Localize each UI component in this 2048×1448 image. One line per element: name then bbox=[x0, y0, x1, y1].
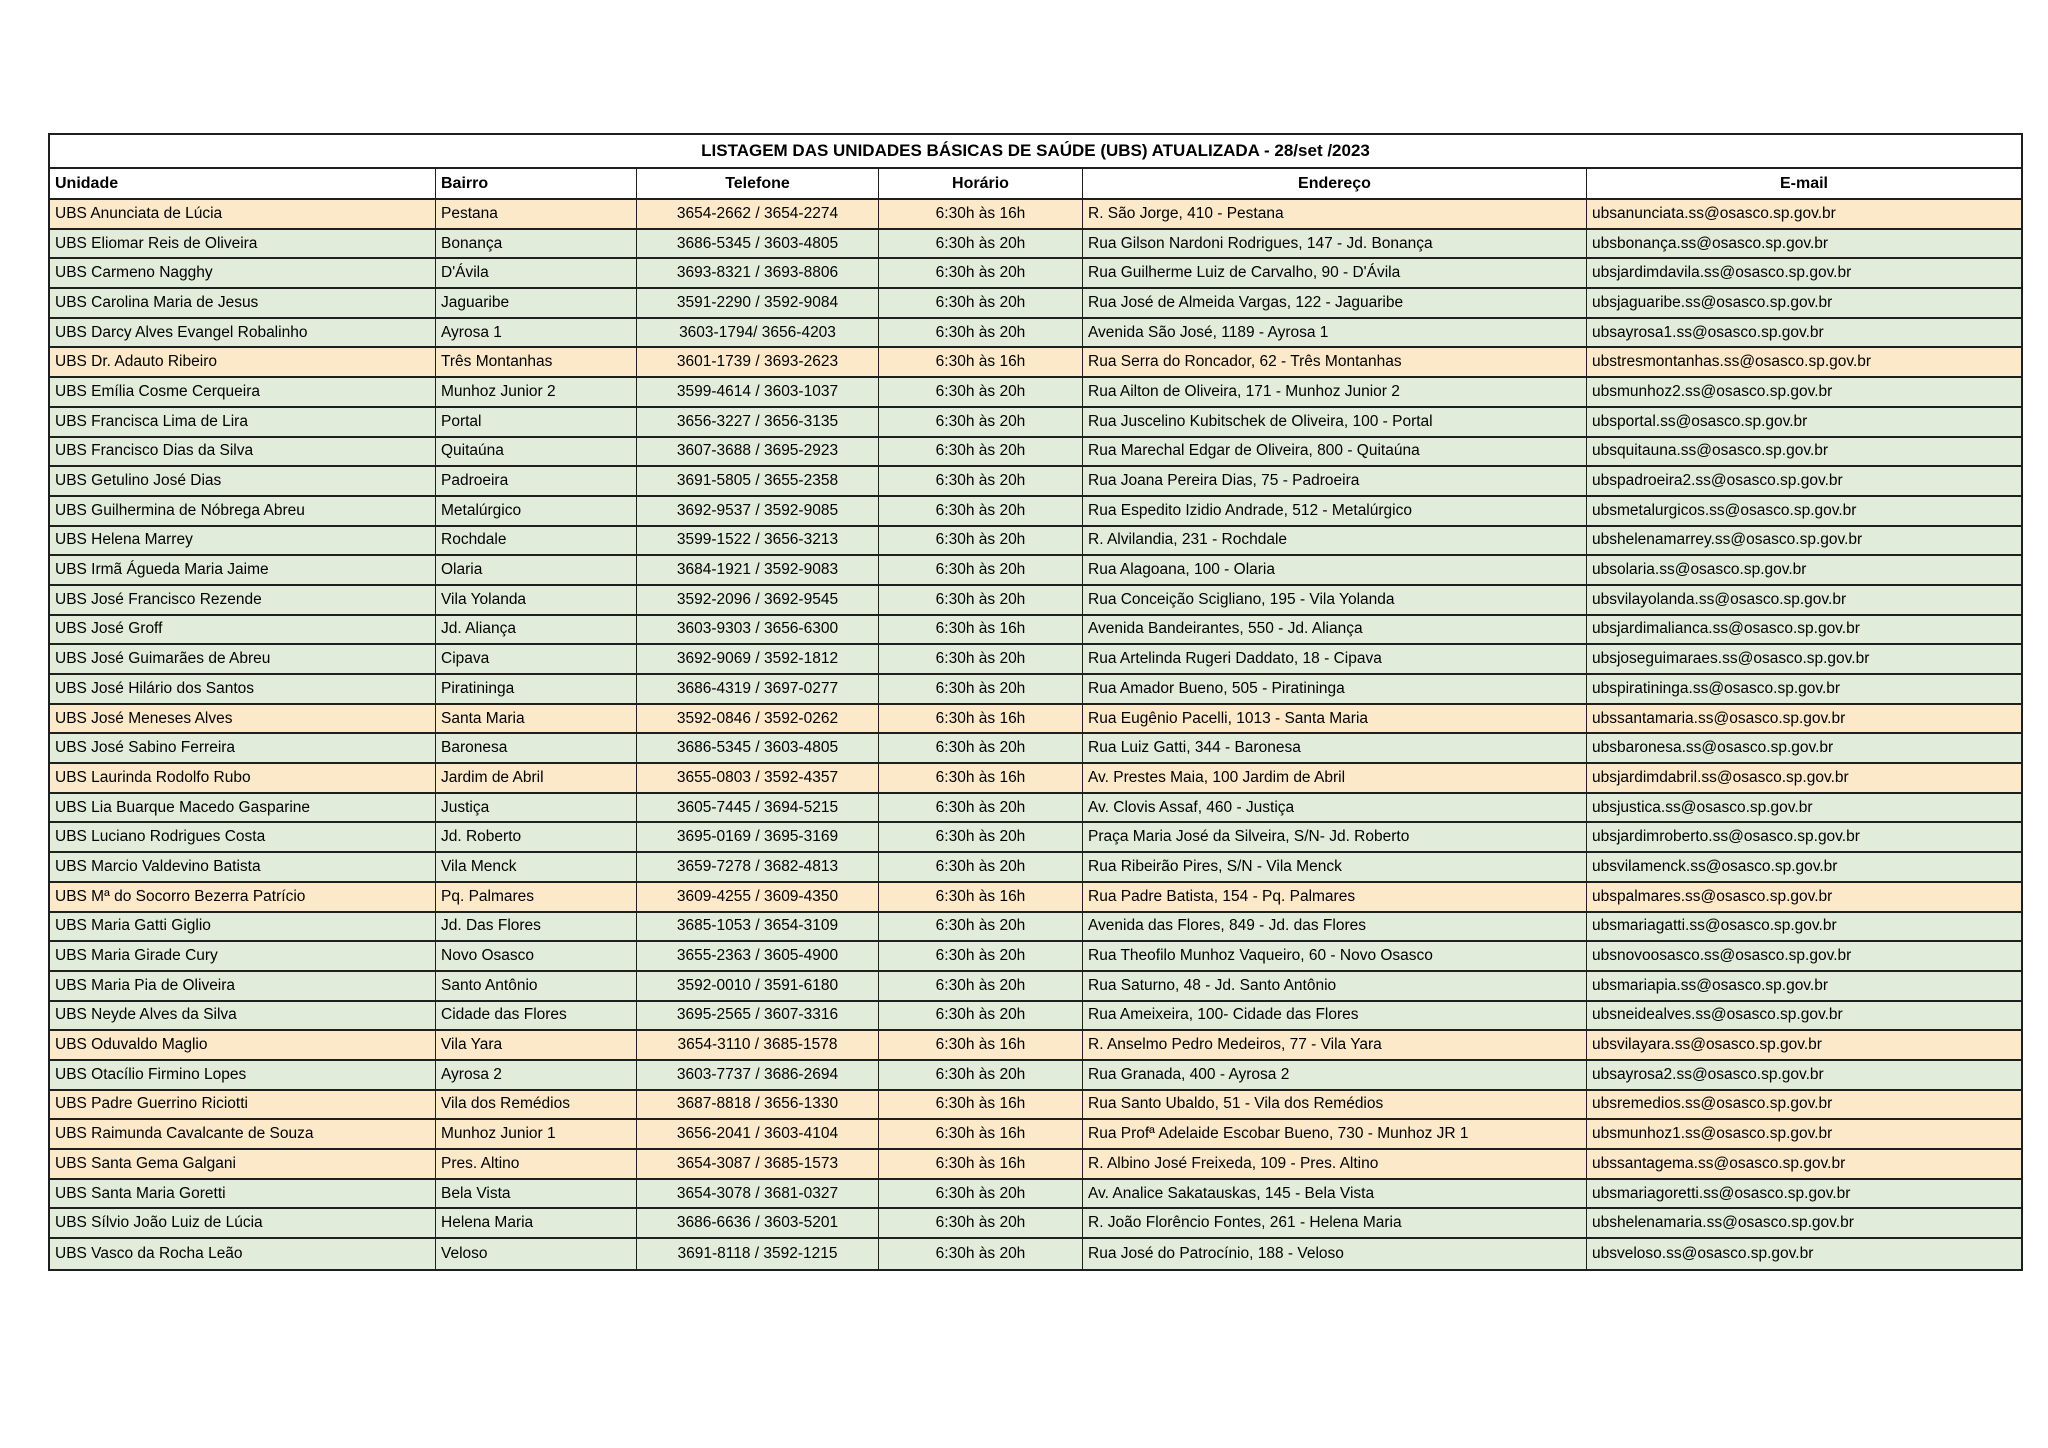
cell-email: ubshelenamaria.ss@osasco.sp.gov.br bbox=[1587, 1209, 2021, 1237]
cell-email: ubsvilayolanda.ss@osasco.sp.gov.br bbox=[1587, 586, 2021, 614]
table-row bbox=[50, 1180, 2021, 1210]
cell-telefone: 3684-1921 / 3592-9083 bbox=[637, 556, 879, 584]
cell-email: ubsjardimdabril.ss@osasco.sp.gov.br bbox=[1587, 764, 2021, 792]
cell-horario: 6:30h às 16h bbox=[879, 1091, 1083, 1119]
cell-bairro: Helena Maria bbox=[436, 1209, 637, 1237]
cell-email: ubsveloso.ss@osasco.sp.gov.br bbox=[1587, 1239, 2021, 1269]
cell-telefone: 3691-5805 / 3655-2358 bbox=[637, 467, 879, 495]
cell-horario: 6:30h às 20h bbox=[879, 823, 1083, 851]
cell-horario: 6:30h às 20h bbox=[879, 467, 1083, 495]
cell-endereco: Av. Analice Sakatauskas, 145 - Bela Vista bbox=[1083, 1180, 1587, 1208]
cell-bairro: Bonança bbox=[436, 230, 637, 258]
table-row bbox=[50, 1031, 2021, 1061]
cell-endereco: Rua José de Almeida Vargas, 122 - Jaguaribe bbox=[1083, 289, 1587, 317]
cell-horario: 6:30h às 20h bbox=[879, 586, 1083, 614]
cell-unidade: UBS José Francisco Rezende bbox=[50, 586, 436, 614]
cell-bairro: Jd. Aliança bbox=[436, 616, 637, 644]
cell-telefone: 3686-5345 / 3603-4805 bbox=[637, 734, 879, 762]
cell-bairro: Ayrosa 1 bbox=[436, 319, 637, 347]
cell-email: ubsjardimalianca.ss@osasco.sp.gov.br bbox=[1587, 616, 2021, 644]
cell-horario: 6:30h às 16h bbox=[879, 1150, 1083, 1178]
table-row bbox=[50, 527, 2021, 557]
cell-horario: 6:30h às 20h bbox=[879, 913, 1083, 941]
cell-unidade: UBS Dr. Adauto Ribeiro bbox=[50, 348, 436, 376]
cell-email: ubshelenamarrey.ss@osasco.sp.gov.br bbox=[1587, 527, 2021, 555]
cell-email: ubsneidealves.ss@osasco.sp.gov.br bbox=[1587, 1002, 2021, 1030]
cell-bairro: Jd. Das Flores bbox=[436, 913, 637, 941]
cell-endereco: Rua Ameixeira, 100- Cidade das Flores bbox=[1083, 1002, 1587, 1030]
cell-horario: 6:30h às 20h bbox=[879, 527, 1083, 555]
table-row bbox=[50, 883, 2021, 913]
cell-horario: 6:30h às 16h bbox=[879, 764, 1083, 792]
cell-telefone: 3654-2662 / 3654-2274 bbox=[637, 200, 879, 228]
cell-bairro: Olaria bbox=[436, 556, 637, 584]
cell-unidade: UBS Neyde Alves da Silva bbox=[50, 1002, 436, 1030]
cell-bairro: Vila dos Remédios bbox=[436, 1091, 637, 1119]
table-row bbox=[50, 972, 2021, 1002]
cell-telefone: 3695-2565 / 3607-3316 bbox=[637, 1002, 879, 1030]
cell-telefone: 3655-0803 / 3592-4357 bbox=[637, 764, 879, 792]
cell-bairro: Santa Maria bbox=[436, 705, 637, 733]
cell-telefone: 3603-7737 / 3686-2694 bbox=[637, 1061, 879, 1089]
cell-endereco: Rua Guilherme Luiz de Carvalho, 90 - D'Ávila bbox=[1083, 259, 1587, 287]
cell-email: ubsmariapia.ss@osasco.sp.gov.br bbox=[1587, 972, 2021, 1000]
cell-endereco: Rua Profª Adelaide Escobar Bueno, 730 - Munhoz JR 1 bbox=[1083, 1120, 1587, 1148]
cell-unidade: UBS Francisco Dias da Silva bbox=[50, 438, 436, 466]
cell-telefone: 3686-6636 / 3603-5201 bbox=[637, 1209, 879, 1237]
cell-endereco: Avenida das Flores, 849 - Jd. das Flores bbox=[1083, 913, 1587, 941]
cell-endereco: Rua Eugênio Pacelli, 1013 - Santa Maria bbox=[1083, 705, 1587, 733]
cell-endereco: Avenida Bandeirantes, 550 - Jd. Aliança bbox=[1083, 616, 1587, 644]
cell-unidade: UBS Oduvaldo Maglio bbox=[50, 1031, 436, 1059]
cell-telefone: 3599-4614 / 3603-1037 bbox=[637, 378, 879, 406]
cell-email: ubsvilamenck.ss@osasco.sp.gov.br bbox=[1587, 853, 2021, 881]
cell-email: ubsolaria.ss@osasco.sp.gov.br bbox=[1587, 556, 2021, 584]
cell-email: ubsjoseguimaraes.ss@osasco.sp.gov.br bbox=[1587, 645, 2021, 673]
cell-horario: 6:30h às 20h bbox=[879, 853, 1083, 881]
table-row bbox=[50, 467, 2021, 497]
cell-email: ubsbaronesa.ss@osasco.sp.gov.br bbox=[1587, 734, 2021, 762]
cell-email: ubsanunciata.ss@osasco.sp.gov.br bbox=[1587, 200, 2021, 228]
cell-horario: 6:30h às 20h bbox=[879, 1002, 1083, 1030]
header-cell-telefone: Telefone bbox=[637, 169, 879, 198]
cell-telefone: 3599-1522 / 3656-3213 bbox=[637, 527, 879, 555]
table-title: LISTAGEM DAS UNIDADES BÁSICAS DE SAÚDE (UBS) ATUALIZADA - 28/set /2023 bbox=[50, 135, 2021, 169]
cell-horario: 6:30h às 20h bbox=[879, 378, 1083, 406]
cell-telefone: 3591-2290 / 3592-9084 bbox=[637, 289, 879, 317]
cell-unidade: UBS Emília Cosme Cerqueira bbox=[50, 378, 436, 406]
cell-email: ubsportal.ss@osasco.sp.gov.br bbox=[1587, 408, 2021, 436]
cell-bairro: Quitaúna bbox=[436, 438, 637, 466]
cell-endereco: R. São Jorge, 410 - Pestana bbox=[1083, 200, 1587, 228]
cell-telefone: 3695-0169 / 3695-3169 bbox=[637, 823, 879, 851]
header-cell-bairro: Bairro bbox=[436, 169, 637, 198]
cell-email: ubsnovoosasco.ss@osasco.sp.gov.br bbox=[1587, 942, 2021, 970]
table-row bbox=[50, 408, 2021, 438]
cell-bairro: Ayrosa 2 bbox=[436, 1061, 637, 1089]
cell-unidade: UBS Maria Girade Cury bbox=[50, 942, 436, 970]
cell-horario: 6:30h às 20h bbox=[879, 556, 1083, 584]
cell-unidade: UBS Francisca Lima de Lira bbox=[50, 408, 436, 436]
cell-telefone: 3654-3110 / 3685-1578 bbox=[637, 1031, 879, 1059]
header-cell-endereco: Endereço bbox=[1083, 169, 1587, 198]
cell-email: ubspadroeira2.ss@osasco.sp.gov.br bbox=[1587, 467, 2021, 495]
cell-telefone: 3603-1794/ 3656-4203 bbox=[637, 319, 879, 347]
cell-endereco: Rua Padre Batista, 154 - Pq. Palmares bbox=[1083, 883, 1587, 911]
table-row bbox=[50, 794, 2021, 824]
table-row bbox=[50, 734, 2021, 764]
cell-bairro: Pres. Altino bbox=[436, 1150, 637, 1178]
cell-bairro: Baronesa bbox=[436, 734, 637, 762]
cell-horario: 6:30h às 16h bbox=[879, 200, 1083, 228]
table-row bbox=[50, 378, 2021, 408]
cell-bairro: Metalúrgico bbox=[436, 497, 637, 525]
cell-horario: 6:30h às 20h bbox=[879, 497, 1083, 525]
cell-endereco: Rua Theofilo Munhoz Vaqueiro, 60 - Novo Osasco bbox=[1083, 942, 1587, 970]
cell-horario: 6:30h às 20h bbox=[879, 1180, 1083, 1208]
cell-email: ubstresmontanhas.ss@osasco.sp.gov.br bbox=[1587, 348, 2021, 376]
header-row bbox=[50, 169, 2021, 200]
cell-unidade: UBS Anunciata de Lúcia bbox=[50, 200, 436, 228]
table-row bbox=[50, 586, 2021, 616]
cell-endereco: Rua Granada, 400 - Ayrosa 2 bbox=[1083, 1061, 1587, 1089]
cell-unidade: UBS Carmeno Nagghy bbox=[50, 259, 436, 287]
cell-email: ubsmariagatti.ss@osasco.sp.gov.br bbox=[1587, 913, 2021, 941]
cell-horario: 6:30h às 20h bbox=[879, 794, 1083, 822]
cell-horario: 6:30h às 20h bbox=[879, 289, 1083, 317]
cell-bairro: Pestana bbox=[436, 200, 637, 228]
cell-horario: 6:30h às 20h bbox=[879, 259, 1083, 287]
cell-endereco: Rua José do Patrocínio, 188 - Veloso bbox=[1083, 1239, 1587, 1269]
cell-endereco: Rua Santo Ubaldo, 51 - Vila dos Remédios bbox=[1083, 1091, 1587, 1119]
table-row bbox=[50, 438, 2021, 468]
cell-endereco: Rua Luiz Gatti, 344 - Baronesa bbox=[1083, 734, 1587, 762]
cell-telefone: 3592-0010 / 3591-6180 bbox=[637, 972, 879, 1000]
cell-email: ubsjardimdavila.ss@osasco.sp.gov.br bbox=[1587, 259, 2021, 287]
table-row bbox=[50, 319, 2021, 349]
cell-email: ubsmunhoz1.ss@osasco.sp.gov.br bbox=[1587, 1120, 2021, 1148]
table-row bbox=[50, 200, 2021, 230]
cell-telefone: 3655-2363 / 3605-4900 bbox=[637, 942, 879, 970]
cell-endereco: Av. Prestes Maia, 100 Jardim de Abril bbox=[1083, 764, 1587, 792]
cell-endereco: Rua Ailton de Oliveira, 171 - Munhoz Junior 2 bbox=[1083, 378, 1587, 406]
cell-unidade: UBS Maria Gatti Giglio bbox=[50, 913, 436, 941]
header-cell-horario: Horário bbox=[879, 169, 1083, 198]
cell-email: ubsayrosa1.ss@osasco.sp.gov.br bbox=[1587, 319, 2021, 347]
cell-endereco: Rua Amador Bueno, 505 - Piratininga bbox=[1083, 675, 1587, 703]
table-row bbox=[50, 1120, 2021, 1150]
cell-horario: 6:30h às 20h bbox=[879, 408, 1083, 436]
cell-telefone: 3656-3227 / 3656-3135 bbox=[637, 408, 879, 436]
table-row bbox=[50, 556, 2021, 586]
cell-unidade: UBS Santa Gema Galgani bbox=[50, 1150, 436, 1178]
cell-email: ubsayrosa2.ss@osasco.sp.gov.br bbox=[1587, 1061, 2021, 1089]
cell-bairro: Santo Antônio bbox=[436, 972, 637, 1000]
cell-email: ubspiratininga.ss@osasco.sp.gov.br bbox=[1587, 675, 2021, 703]
cell-bairro: Munhoz Junior 1 bbox=[436, 1120, 637, 1148]
cell-telefone: 3656-2041 / 3603-4104 bbox=[637, 1120, 879, 1148]
cell-horario: 6:30h às 16h bbox=[879, 616, 1083, 644]
cell-telefone: 3693-8321 / 3693-8806 bbox=[637, 259, 879, 287]
cell-email: ubssantagema.ss@osasco.sp.gov.br bbox=[1587, 1150, 2021, 1178]
table-row bbox=[50, 1150, 2021, 1180]
ubs-table bbox=[48, 133, 2023, 1271]
table-row bbox=[50, 853, 2021, 883]
cell-horario: 6:30h às 20h bbox=[879, 734, 1083, 762]
table-row bbox=[50, 764, 2021, 794]
cell-horario: 6:30h às 20h bbox=[879, 230, 1083, 258]
table-row bbox=[50, 1061, 2021, 1091]
cell-endereco: Rua Espedito Izidio Andrade, 512 - Metalúrgico bbox=[1083, 497, 1587, 525]
cell-endereco: Av. Clovis Assaf, 460 - Justiça bbox=[1083, 794, 1587, 822]
cell-bairro: Jardim de Abril bbox=[436, 764, 637, 792]
cell-telefone: 3592-0846 / 3592-0262 bbox=[637, 705, 879, 733]
table-row bbox=[50, 913, 2021, 943]
header-cell-email: E-mail bbox=[1779, 174, 1828, 192]
header-cell-unidade: Unidade bbox=[50, 169, 436, 198]
table-row bbox=[50, 942, 2021, 972]
cell-endereco: Rua Marechal Edgar de Oliveira, 800 - Quitaúna bbox=[1083, 438, 1587, 466]
cell-email: ubsjaguaribe.ss@osasco.sp.gov.br bbox=[1587, 289, 2021, 317]
cell-unidade: UBS Carolina Maria de Jesus bbox=[50, 289, 436, 317]
cell-unidade: UBS Raimunda Cavalcante de Souza bbox=[50, 1120, 436, 1148]
cell-telefone: 3603-9303 / 3656-6300 bbox=[637, 616, 879, 644]
cell-unidade: UBS José Hilário dos Santos bbox=[50, 675, 436, 703]
cell-email: ubsvilayara.ss@osasco.sp.gov.br bbox=[1587, 1031, 2021, 1059]
cell-horario: 6:30h às 20h bbox=[879, 645, 1083, 673]
cell-horario: 6:30h às 20h bbox=[879, 319, 1083, 347]
cell-email: ubsjardimroberto.ss@osasco.sp.gov.br bbox=[1587, 823, 2021, 851]
cell-bairro: Cipava bbox=[436, 645, 637, 673]
cell-horario: 6:30h às 20h bbox=[879, 1209, 1083, 1237]
cell-unidade: UBS Sílvio João Luiz de Lúcia bbox=[50, 1209, 436, 1237]
cell-horario: 6:30h às 20h bbox=[879, 942, 1083, 970]
cell-unidade: UBS Lia Buarque Macedo Gasparine bbox=[50, 794, 436, 822]
cell-endereco: R. Alvilandia, 231 - Rochdale bbox=[1083, 527, 1587, 555]
cell-horario: 6:30h às 20h bbox=[879, 438, 1083, 466]
cell-telefone: 3686-5345 / 3603-4805 bbox=[637, 230, 879, 258]
table-row bbox=[50, 823, 2021, 853]
cell-endereco: Rua Ribeirão Pires, S/N - Vila Menck bbox=[1083, 853, 1587, 881]
cell-endereco: Avenida São José, 1189 - Ayrosa 1 bbox=[1083, 319, 1587, 347]
cell-endereco: Rua Joana Pereira Dias, 75 - Padroeira bbox=[1083, 467, 1587, 495]
cell-unidade: UBS José Sabino Ferreira bbox=[50, 734, 436, 762]
cell-bairro: Vila Yara bbox=[436, 1031, 637, 1059]
cell-telefone: 3601-1739 / 3693-2623 bbox=[637, 348, 879, 376]
cell-bairro: Justiça bbox=[436, 794, 637, 822]
table-row bbox=[50, 705, 2021, 735]
cell-unidade: UBS Helena Marrey bbox=[50, 527, 436, 555]
table-row bbox=[50, 1091, 2021, 1121]
cell-email: ubsmariagoretti.ss@osasco.sp.gov.br bbox=[1587, 1180, 2021, 1208]
cell-telefone: 3659-7278 / 3682-4813 bbox=[637, 853, 879, 881]
cell-telefone: 3687-8818 / 3656-1330 bbox=[637, 1091, 879, 1119]
cell-telefone: 3654-3078 / 3681-0327 bbox=[637, 1180, 879, 1208]
cell-horario: 6:30h às 16h bbox=[879, 1120, 1083, 1148]
cell-bairro: Pq. Palmares bbox=[436, 883, 637, 911]
cell-bairro: Munhoz Junior 2 bbox=[436, 378, 637, 406]
cell-bairro: Jaguaribe bbox=[436, 289, 637, 317]
cell-unidade: UBS Marcio Valdevino Batista bbox=[50, 853, 436, 881]
cell-unidade: UBS Irmã Águeda Maria Jaime bbox=[50, 556, 436, 584]
cell-unidade: UBS Mª do Socorro Bezerra Patrício bbox=[50, 883, 436, 911]
cell-horario: 6:30h às 20h bbox=[879, 972, 1083, 1000]
cell-telefone: 3692-9537 / 3592-9085 bbox=[637, 497, 879, 525]
table-row bbox=[50, 1239, 2021, 1269]
cell-horario: 6:30h às 20h bbox=[879, 1061, 1083, 1089]
cell-telefone: 3692-9069 / 3592-1812 bbox=[637, 645, 879, 673]
cell-horario: 6:30h às 16h bbox=[879, 883, 1083, 911]
cell-bairro: Portal bbox=[436, 408, 637, 436]
cell-unidade: UBS José Groff bbox=[50, 616, 436, 644]
cell-horario: 6:30h às 20h bbox=[879, 1239, 1083, 1269]
cell-bairro: Piratininga bbox=[436, 675, 637, 703]
cell-telefone: 3691-8118 / 3592-1215 bbox=[637, 1239, 879, 1269]
table-row bbox=[50, 497, 2021, 527]
cell-endereco: Rua Saturno, 48 - Jd. Santo Antônio bbox=[1083, 972, 1587, 1000]
cell-endereco: R. João Florêncio Fontes, 261 - Helena Maria bbox=[1083, 1209, 1587, 1237]
cell-telefone: 3685-1053 / 3654-3109 bbox=[637, 913, 879, 941]
table-row bbox=[50, 616, 2021, 646]
cell-bairro: Bela Vista bbox=[436, 1180, 637, 1208]
cell-email: ubsremedios.ss@osasco.sp.gov.br bbox=[1587, 1091, 2021, 1119]
cell-unidade: UBS Luciano Rodrigues Costa bbox=[50, 823, 436, 851]
cell-email: ubsjustica.ss@osasco.sp.gov.br bbox=[1587, 794, 2021, 822]
cell-endereco: Rua Juscelino Kubitschek de Oliveira, 100 - Portal bbox=[1083, 408, 1587, 436]
cell-email: ubspalmares.ss@osasco.sp.gov.br bbox=[1587, 883, 2021, 911]
cell-unidade: UBS Guilhermina de Nóbrega Abreu bbox=[50, 497, 436, 525]
cell-telefone: 3609-4255 / 3609-4350 bbox=[637, 883, 879, 911]
cell-bairro: Jd. Roberto bbox=[436, 823, 637, 851]
cell-endereco: R. Albino José Freixeda, 109 - Pres. Altino bbox=[1083, 1150, 1587, 1178]
cell-email: ubsmunhoz2.ss@osasco.sp.gov.br bbox=[1587, 378, 2021, 406]
cell-endereco: Rua Artelinda Rugeri Daddato, 18 - Cipava bbox=[1083, 645, 1587, 673]
cell-unidade: UBS Padre Guerrino Riciotti bbox=[50, 1091, 436, 1119]
cell-telefone: 3607-3688 / 3695-2923 bbox=[637, 438, 879, 466]
cell-bairro: D'Ávila bbox=[436, 259, 637, 287]
table-row bbox=[50, 645, 2021, 675]
table-row bbox=[50, 348, 2021, 378]
cell-bairro: Veloso bbox=[436, 1239, 637, 1269]
table-row bbox=[50, 230, 2021, 260]
cell-unidade: UBS Santa Maria Goretti bbox=[50, 1180, 436, 1208]
cell-bairro: Cidade das Flores bbox=[436, 1002, 637, 1030]
cell-unidade: UBS Vasco da Rocha Leão bbox=[50, 1239, 436, 1269]
table-row bbox=[50, 1002, 2021, 1032]
cell-horario: 6:30h às 20h bbox=[879, 675, 1083, 703]
cell-unidade: UBS Laurinda Rodolfo Rubo bbox=[50, 764, 436, 792]
cell-endereco: R. Anselmo Pedro Medeiros, 77 - Vila Yara bbox=[1083, 1031, 1587, 1059]
cell-horario: 6:30h às 16h bbox=[879, 705, 1083, 733]
table-body bbox=[50, 200, 2021, 1269]
cell-horario: 6:30h às 16h bbox=[879, 1031, 1083, 1059]
cell-unidade: UBS Maria Pia de Oliveira bbox=[50, 972, 436, 1000]
cell-horario: 6:30h às 16h bbox=[879, 348, 1083, 376]
cell-email: ubsmetalurgicos.ss@osasco.sp.gov.br bbox=[1587, 497, 2021, 525]
table-row bbox=[50, 259, 2021, 289]
cell-telefone: 3686-4319 / 3697-0277 bbox=[637, 675, 879, 703]
cell-endereco: Praça Maria José da Silveira, S/N- Jd. Roberto bbox=[1083, 823, 1587, 851]
cell-email: ubsbonança.ss@osasco.sp.gov.br bbox=[1587, 230, 2021, 258]
cell-bairro: Três Montanhas bbox=[436, 348, 637, 376]
table-row bbox=[50, 1209, 2021, 1239]
cell-telefone: 3605-7445 / 3694-5215 bbox=[637, 794, 879, 822]
table-row bbox=[50, 289, 2021, 319]
cell-email: ubsquitauna.ss@osasco.sp.gov.br bbox=[1587, 438, 2021, 466]
cell-endereco: Rua Gilson Nardoni Rodrigues, 147 - Jd. Bonança bbox=[1083, 230, 1587, 258]
cell-endereco: Rua Alagoana, 100 - Olaria bbox=[1083, 556, 1587, 584]
cell-bairro: Vila Menck bbox=[436, 853, 637, 881]
cell-unidade: UBS Getulino José Dias bbox=[50, 467, 436, 495]
cell-bairro: Padroeira bbox=[436, 467, 637, 495]
cell-telefone: 3592-2096 / 3692-9545 bbox=[637, 586, 879, 614]
cell-bairro: Vila Yolanda bbox=[436, 586, 637, 614]
table-row bbox=[50, 675, 2021, 705]
cell-unidade: UBS Eliomar Reis de Oliveira bbox=[50, 230, 436, 258]
cell-endereco: Rua Conceição Scigliano, 195 - Vila Yolanda bbox=[1083, 586, 1587, 614]
cell-bairro: Novo Osasco bbox=[436, 942, 637, 970]
cell-unidade: UBS José Guimarães de Abreu bbox=[50, 645, 436, 673]
cell-email: ubssantamaria.ss@osasco.sp.gov.br bbox=[1587, 705, 2021, 733]
cell-endereco: Rua Serra do Roncador, 62 - Três Montanhas bbox=[1083, 348, 1587, 376]
cell-unidade: UBS Otacílio Firmino Lopes bbox=[50, 1061, 436, 1089]
cell-unidade: UBS José Meneses Alves bbox=[50, 705, 436, 733]
cell-unidade: UBS Darcy Alves Evangel Robalinho bbox=[50, 319, 436, 347]
cell-bairro: Rochdale bbox=[436, 527, 637, 555]
cell-telefone: 3654-3087 / 3685-1573 bbox=[637, 1150, 879, 1178]
